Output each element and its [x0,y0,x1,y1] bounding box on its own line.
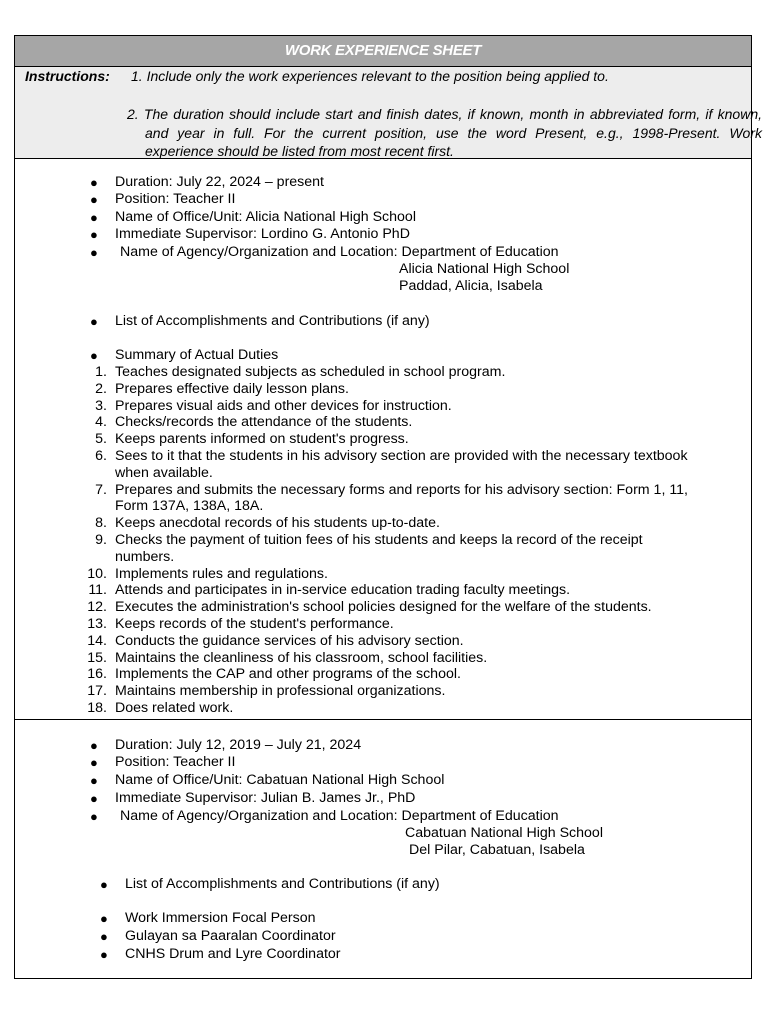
agency-location: Del Pilar, Cabatuan, Isabela [409,842,585,858]
duty-number: 11. [88,582,107,599]
duration: Duration: July 22, 2024 – present [115,174,325,190]
duty-text: Conducts the guidance services of his advisory section. [115,632,464,649]
agency-location: Paddad, Alicia, Isabela [399,278,543,294]
bullet-icon: ● [90,245,98,260]
position: Position: Teacher II [115,191,236,207]
duty-number: 4. [95,414,107,431]
agency-organization: Name of Agency/Organization and Location: Department of Education [120,808,559,824]
duty-text: Maintains the cleanliness of his classroom, school facilities. [115,649,488,666]
duration: Duration: July 12, 2019 – July 21, 2024 [115,737,362,753]
duties-label: Summary of Actual Duties [115,347,279,363]
duty-number: 12. [87,599,107,616]
sheet-title: WORK EXPERIENCE SHEET [15,36,751,67]
instruction-item-1: 1. Include only the work experiences relevant to the position being applied to. [131,68,609,84]
bullet-icon: ● [90,192,98,207]
bullet-icon: ● [100,877,108,892]
duty-number: 7. [95,481,107,498]
bullet-icon: ● [90,809,98,824]
duty-text: Keeps parents informed on student's progress. [115,431,409,448]
duty-text: Checks/records the attendance of the students. [115,414,413,431]
instruction-item-2: 2. The duration should include start and finish dates, if known, month in abbreviated form, if known, and year in full. For the current position, use the word Present, e.g., 1998-Present. Work experience should be listed from most recent first. [127,106,762,159]
bullet-icon: ● [100,929,108,944]
duty-number: 2. [95,380,107,397]
duty-number: 1. [95,364,107,380]
accomplishment-item: Work Immersion Focal Person [125,910,316,926]
accomplishment-item: Gulayan sa Paaralan Coordinator [125,928,336,944]
experience-entry-1 [15,159,751,720]
instructions-label: Instructions: [25,68,110,84]
agency-school: Alicia National High School [399,261,570,277]
accomplishments-label: List of Accomplishments and Contributions (if any) [125,876,440,892]
immediate-supervisor: Immediate Supervisor: Julian B. James Jr., PhD [115,790,416,806]
bullet-icon: ● [100,911,108,926]
bullet-icon: ● [90,175,98,190]
duty-text: Keeps anecdotal records of his students up-to-date. [115,515,440,532]
bullet-icon: ● [90,791,98,806]
duty-text: Checks the payment of tuition fees of his students and keeps la record of the receipt [115,532,643,548]
duty-text: Prepares and submits the necessary forms and reports for his advisory section: Form 1, 11, [115,481,688,498]
experience-entry-2 [15,720,751,978]
duty-text: Implements the CAP and other programs of the school. [115,666,461,683]
office-unit: Name of Office/Unit: Cabatuan National High School [115,772,445,788]
bullet-icon: ● [90,314,98,329]
duty-number: 18. [87,700,107,716]
duty-number: 5. [95,431,107,448]
duty-number: 16. [87,666,107,683]
duty-number: 3. [95,397,107,414]
duty-number: 6. [95,448,107,464]
accomplishment-item: CNHS Drum and Lyre Coordinator [125,946,341,962]
duty-number: 14. [87,632,107,649]
duty-text: Executes the administration's school policies designed for the welfare of the students. [115,599,652,616]
immediate-supervisor: Immediate Supervisor: Lordino G. Antonio PhD [115,226,410,242]
duty-text-continued: Form 137A, 138A, 18A. [115,498,264,515]
duty-number: 13. [87,616,107,632]
duty-text: Attends and participates in in-service education trading faculty meetings. [115,582,571,599]
bullet-icon: ● [90,738,98,753]
agency-organization: Name of Agency/Organization and Location: Department of Education [120,244,559,260]
duty-text: Keeps records of the student's performance. [115,616,394,632]
bullet-icon: ● [90,227,98,242]
duty-number: 15. [87,649,107,666]
accomplishments-label: List of Accomplishments and Contributions (if any) [115,313,430,329]
work-experience-sheet [14,35,762,979]
duty-text: Maintains membership in professional organizations. [115,683,446,700]
instructions-box [15,67,762,159]
duty-text-continued: when available. [115,464,213,481]
duty-text: Implements rules and regulations. [115,565,328,582]
duty-text: Prepares effective daily lesson plans. [115,380,349,397]
bullet-icon: ● [100,947,108,962]
duty-text: Sees to it that the students in his advisory section are provided with the necessary textbook [115,448,688,464]
duty-text: Teaches designated subjects as scheduled in school program. [115,364,506,380]
duty-number: 9. [95,532,107,548]
bullet-icon: ● [90,348,98,363]
duty-text: Prepares visual aids and other devices for instruction. [115,397,452,414]
duty-number: 17. [87,683,107,700]
bullet-icon: ● [90,773,98,788]
bullet-icon: ● [90,210,98,225]
duty-number: 8. [95,515,107,532]
duty-text-continued: numbers. [115,548,175,565]
office-unit: Name of Office/Unit: Alicia National High School [115,209,416,225]
agency-school: Cabatuan National High School [405,825,603,841]
position: Position: Teacher II [115,754,236,770]
bullet-icon: ● [90,755,98,770]
duty-number: 10. [87,565,107,582]
duty-text: Does related work. [115,700,234,716]
